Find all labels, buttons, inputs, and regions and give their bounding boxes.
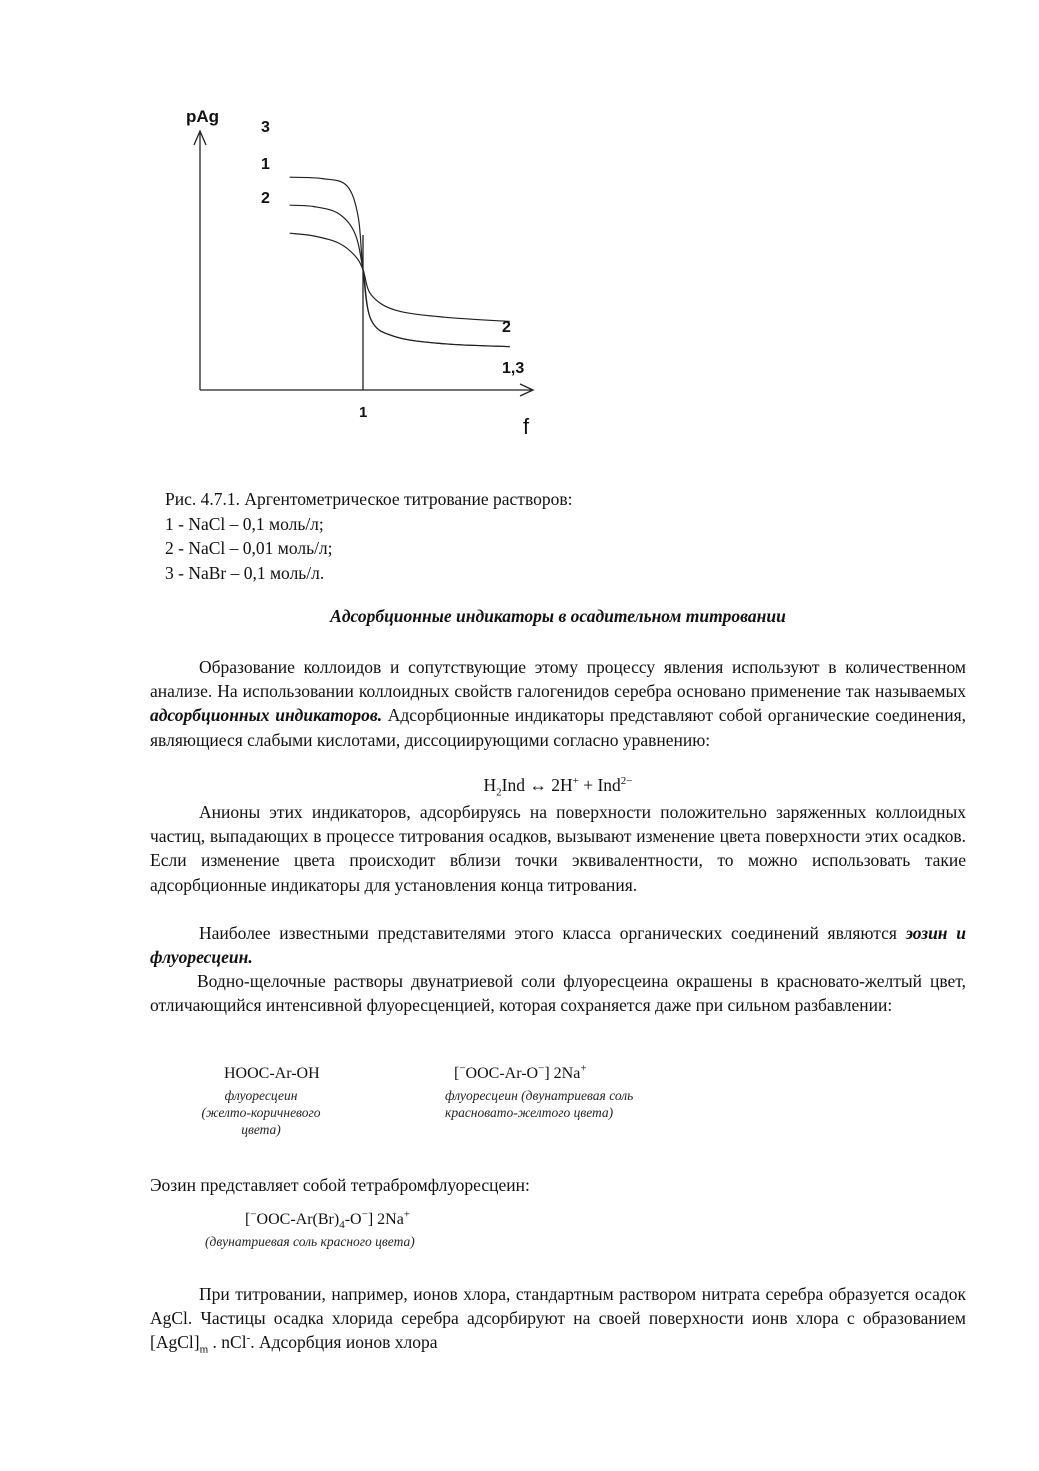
f2-plus: + — [580, 1062, 587, 1075]
paragraph-5-text-a: При титровании, например, ионов хлора, стандартным раствором нитрата серебра образуется осадок AgCl. Частицы осадка хлорида серебра адсорбируют на своей поверхности ионв хлора с образованием [AgCl] — [150, 1284, 966, 1353]
eq-sub: 2 — [496, 786, 502, 799]
fluorescein-note-2: (желто-коричневого — [201, 1105, 321, 1120]
eq-ind-arrow: Ind ↔ 2H — [501, 775, 573, 795]
fluorescein-salt-note-1: флуоресцеин (двунатриевая соль — [445, 1088, 634, 1103]
dissociation-equation — [150, 775, 966, 799]
fluorescein-salt-note — [445, 1087, 633, 1121]
f2-part3: ] 2Na — [544, 1065, 581, 1082]
paragraph-1 — [150, 655, 966, 752]
caption-item-1: 1 - NaCl – 0,1 моль/л; — [165, 513, 324, 534]
y-axis-label: pAg — [186, 107, 220, 126]
paragraph-3-bold: эозин и флуоресцеин. — [150, 923, 966, 968]
fluorescein-salt-note-2: красновато-желтого цвета) — [445, 1105, 614, 1120]
fluorescein-formula: HOOC-Ar-OH — [224, 1065, 320, 1082]
caption-title: Рис. 4.7.1. Аргентометрическое титрование растворов: — [165, 489, 573, 509]
x-tick-label: 1 — [359, 404, 368, 421]
paragraph-3 — [150, 921, 966, 969]
paragraph-5-sub: m — [199, 1343, 209, 1356]
caption-item-2: 2 - NaCl – 0,01 моль/л; — [165, 538, 333, 559]
paragraph-5 — [150, 1282, 966, 1355]
fluorescein-salt-formula — [454, 1062, 587, 1083]
section-heading: Адсорбционные индикаторы в осадительном титровании — [330, 606, 786, 626]
f2-part1: [ — [454, 1065, 460, 1082]
chart-axes — [194, 131, 533, 396]
f3-minus2: − — [361, 1208, 368, 1221]
f3-part1: [ — [245, 1211, 251, 1228]
eq-ind: + Ind — [578, 775, 621, 795]
paragraph-3-text: Наиболее известными представителями этого класса органических соединений являются — [199, 923, 906, 943]
paragraph-5-minus: - — [246, 1332, 251, 1345]
paragraph-1-text-a: Образование коллоидов и сопутствующие этому процессу явления используют в количественном анализе. На использовании коллоидных свойств галогенидов серебра основано применение так называемых — [150, 657, 966, 702]
fluorescein-note-3: цвета) — [241, 1122, 281, 1137]
curve-1 — [290, 205, 510, 346]
fluorescein-note-1: флуоресцеин — [224, 1088, 298, 1103]
f2-minus2: − — [538, 1062, 545, 1075]
paragraph-1-bold: адсорбционных индикаторов. — [150, 705, 383, 726]
curve-label-left-2: 2 — [261, 190, 270, 207]
curve-label-right-2: 2 — [502, 319, 511, 336]
curve-2 — [290, 233, 510, 321]
paragraph-5-ncl: nCl — [221, 1332, 247, 1353]
paragraph-4: Водно-щелочные растворы двунатриевой соли флуоресцеина окрашены в красновато-желтый цвет, отличающийся интенсивной флуоресценцией, которая сохраняется даже при сильном разбавлении: — [150, 971, 966, 1016]
eosin-intro: Эозин представляет собой тетрабромфлуоресцеин: — [150, 1175, 530, 1195]
figure-caption — [165, 487, 572, 585]
paragraph-5-text-b: . Адсорбция ионов хлора — [250, 1332, 438, 1353]
eosin-formula — [245, 1208, 411, 1232]
f3-plus: + — [403, 1208, 411, 1221]
titration-chart — [160, 95, 560, 445]
f2-part2: OOC-Ar-O — [465, 1065, 539, 1082]
curve-3 — [290, 177, 510, 346]
curve-label-left-1: 1 — [261, 156, 270, 173]
caption-item-3: 3 - NaBr – 0,1 моль/л. — [165, 562, 325, 583]
eq-h: H — [483, 775, 497, 795]
f3-part4: ] 2Na — [367, 1211, 404, 1228]
eq-plus: + — [572, 775, 579, 788]
chart-curves — [290, 177, 510, 346]
curve-label-left-3: 3 — [261, 119, 270, 136]
f3-part3: -O — [344, 1211, 362, 1228]
f2-minus1: − — [459, 1062, 466, 1075]
paragraph-5-dot: . — [208, 1332, 222, 1353]
eosin-note: (двунатриевая соль красного цвета) — [205, 1234, 415, 1249]
f3-part2: OOC-Ar(Br) — [256, 1211, 340, 1228]
paragraph-1-text-b: Адсорбционные индикаторы представляют собой органические соединения, являющиеся слабыми кислотами, диссоциирующими согласно уравнению: — [150, 705, 967, 750]
curve-label-right-13: 1,3 — [502, 360, 525, 377]
x-axis-label: f — [523, 414, 530, 439]
fluorescein-note — [176, 1087, 346, 1138]
f3-sub4: 4 — [339, 1219, 345, 1232]
eq-charge: 2− — [620, 775, 633, 788]
f3-minus1: − — [250, 1208, 257, 1221]
paragraph-2: Анионы этих индикаторов, адсорбируясь на поверхности положительно заряженных коллоидных частиц, выпадающих в процессе титрования осадков, вызывают изменение цвета поверхности этих осадков. Если изменение цвета происходит вблизи точки эквивалентности, то можно использовать такие адсорбционные индикаторы для установления конца титрования. — [150, 802, 966, 895]
